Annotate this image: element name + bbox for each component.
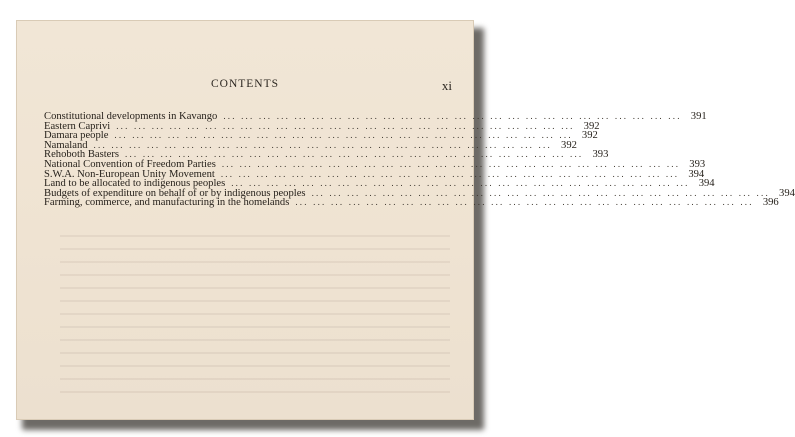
bleed-through-line	[60, 391, 450, 393]
table-of-contents	[44, 111, 795, 209]
book-page	[16, 20, 795, 420]
bleed-through-line	[60, 235, 450, 237]
bleed-through-line	[60, 261, 450, 263]
bleed-through-line	[60, 365, 450, 367]
toc-entry-title: Eastern Caprivi	[44, 120, 111, 132]
toc-entry-page: 394	[698, 178, 715, 190]
toc-entry-title: Namaland	[44, 139, 88, 151]
toc-entry-page: 394	[779, 187, 795, 199]
toc-entry-page: 396	[762, 197, 779, 209]
contents-heading: CONTENTS	[210, 78, 280, 90]
bleed-through-line	[60, 248, 450, 250]
bleed-through-line	[60, 300, 450, 302]
page-header	[16, 78, 474, 98]
bleed-through-line	[60, 313, 450, 315]
toc-entry-title: Rehoboth Basters	[44, 149, 120, 161]
toc-entry-title: National Convention of Freedom Parties	[44, 158, 216, 170]
toc-entry-page: 393	[592, 149, 609, 161]
dot-leader: ... ... ... ... ... ... ... ... ... ... ... ... ... ... ... ... ... ... ... ... ... ... ... ... ... ...	[125, 149, 584, 160]
bleed-through-line	[60, 339, 450, 341]
bleed-through-line	[60, 326, 450, 328]
dot-leader: ... ... ... ... ... ... ... ... ... ... ... ... ... ... ... ... ... ... ... ... ... ... ... ... ... ...	[295, 197, 754, 208]
toc-entry-title: Land to be allocated to indigenous peoples	[44, 178, 226, 190]
toc-entry-page: 391	[690, 111, 707, 122]
page-number: xi	[441, 78, 452, 93]
dot-leader: ... ... ... ... ... ... ... ... ... ... ... ... ... ... ... ... ... ... ... ... ... ... ... ... ... ...	[220, 168, 680, 179]
dot-leader: ... ... ... ... ... ... ... ... ... ... ... ... ... ... ... ... ... ... ... ... ... ... ... ... ... ...	[93, 139, 552, 150]
dot-leader: ... ... ... ... ... ... ... ... ... ... ... ... ... ... ... ... ... ... ... ... ... ... ... ... ... ...	[221, 158, 681, 169]
toc-entry-page: 393	[689, 158, 706, 170]
bleed-through-line	[60, 274, 450, 276]
toc-entry-page: 392	[561, 139, 577, 151]
dot-leader: ... ... ... ... ... ... ... ... ... ... ... ... ... ... ... ... ... ... ... ... ... ... ... ... ... ...	[114, 130, 573, 141]
toc-entry-title: Budgets of expenditure on behalf of or by indigenous peoples	[44, 187, 306, 199]
bleed-through-line	[60, 378, 450, 380]
toc-entry-page: 394	[688, 168, 705, 180]
toc-entry-page: 392	[581, 130, 598, 142]
dot-leader: ... ... ... ... ... ... ... ... ... ... ... ... ... ... ... ... ... ... ... ... ... ... ... ... ... ...	[223, 111, 682, 121]
bleed-through-line	[60, 352, 450, 354]
bleed-through-line	[60, 287, 450, 289]
toc-entry-title: Farming, commerce, and manufacturing in the homelands	[44, 197, 290, 209]
toc-entry-title: Constitutional developments in Kavango	[44, 111, 218, 122]
dot-leader: ... ... ... ... ... ... ... ... ... ... ... ... ... ... ... ... ... ... ... ... ... ... ... ... ... ...	[231, 178, 690, 189]
toc-entry-title: S.W.A. Non-European Unity Movement	[44, 168, 215, 180]
dot-leader: ... ... ... ... ... ... ... ... ... ... ... ... ... ... ... ... ... ... ... ... ... ... ... ... ... ...	[116, 120, 575, 131]
toc-entry-page: 392	[583, 120, 600, 132]
dot-leader: ... ... ... ... ... ... ... ... ... ... ... ... ... ... ... ... ... ... ... ... ... ... ... ... ... ...	[311, 187, 770, 198]
toc-entry	[44, 197, 779, 209]
toc-entry-title: Damara people	[44, 130, 109, 142]
